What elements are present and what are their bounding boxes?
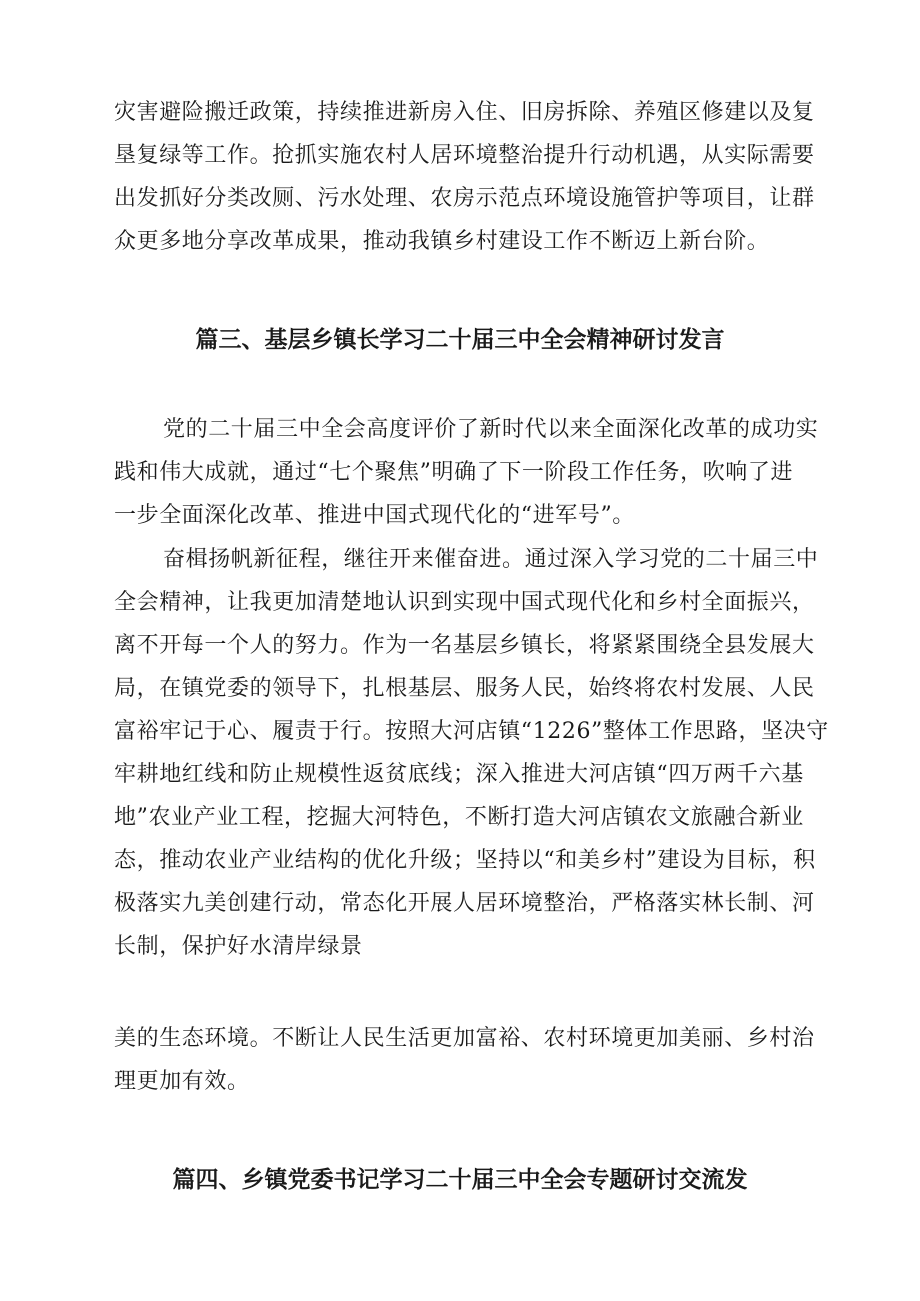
s3-p2-line-9: 极落实九美创建行动，常态化开展人居环境整治，严格落实林长制、河: [114, 891, 815, 916]
section3-heading: 篇三、基层乡镇长学习二十届三中全会精神研讨发言: [195, 327, 725, 353]
intro-line-3: 出发抓好分类改厕、污水处理、农房示范点环境设施管护等项目，让群: [114, 186, 815, 211]
s3-p2-line-1: 奋楫扬帆新征程，继往开来催奋进。通过深入学习党的二十届三中: [163, 547, 819, 572]
s3-p3-line-2: 理更加有效。: [114, 1069, 250, 1094]
s3-p2-line-2: 全会精神，让我更加清楚地认识到实现中国式现代化和乡村全面振兴，: [114, 590, 815, 615]
s3-p2-line-6: 牢耕地红线和防止规模性返贫底线；深入推进大河店镇“四万两千六基: [114, 762, 804, 787]
s3-p2-line-7: 地”农业产业工程，挖掘大河特色，不断打造大河店镇农文旅融合新业: [114, 805, 804, 830]
s3-p1-line-2: 践和伟大成就，通过“七个聚焦”明确了下一阶段工作任务，吹响了进: [114, 460, 794, 485]
s3-p3-line-1: 美的生态环境。不断让人民生活更加富裕、农村环境更加美丽、乡村治: [114, 1026, 815, 1051]
intro-line-1: 灾害避险搬迁政策，持续推进新房入住、旧房拆除、养殖区修建以及复: [114, 100, 815, 125]
s3-p2-line-3: 离不开每一个人的努力。作为一名基层乡镇长，将紧紧围绕全县发展大: [114, 633, 815, 658]
section4-heading: 篇四、乡镇党委书记学习二十届三中全会专题研讨交流发: [172, 1167, 748, 1193]
intro-line-2: 垦复绿等工作。抢抓实施农村人居环境整治提升行动机遇，从实际需要: [114, 143, 815, 168]
s3-p2-line-4: 局，在镇党委的领导下，扎根基层、服务人民，始终将农村发展、人民: [114, 676, 815, 701]
s3-p1-line-1: 党的二十届三中全会高度评价了新时代以来全面深化改革的成功实: [163, 417, 819, 442]
s3-p2-line-8: 态，推动农业产业结构的优化升级；坚持以“和美乡村”建设为目标，积: [114, 848, 816, 873]
s3-p1-line-3: 一步全面深化改革、推进中国式现代化的“进军号”。: [114, 503, 635, 528]
intro-line-4: 众更多地分享改革成果，推动我镇乡村建设工作不断迈上新台阶。: [114, 229, 770, 254]
s3-p2-line-10: 长制，保护好水清岸绿景: [114, 934, 363, 959]
s3-p2-line-5: 富裕牢记于心、履责于行。按照大河店镇“1226”整体工作思路，坚决守: [114, 719, 829, 744]
